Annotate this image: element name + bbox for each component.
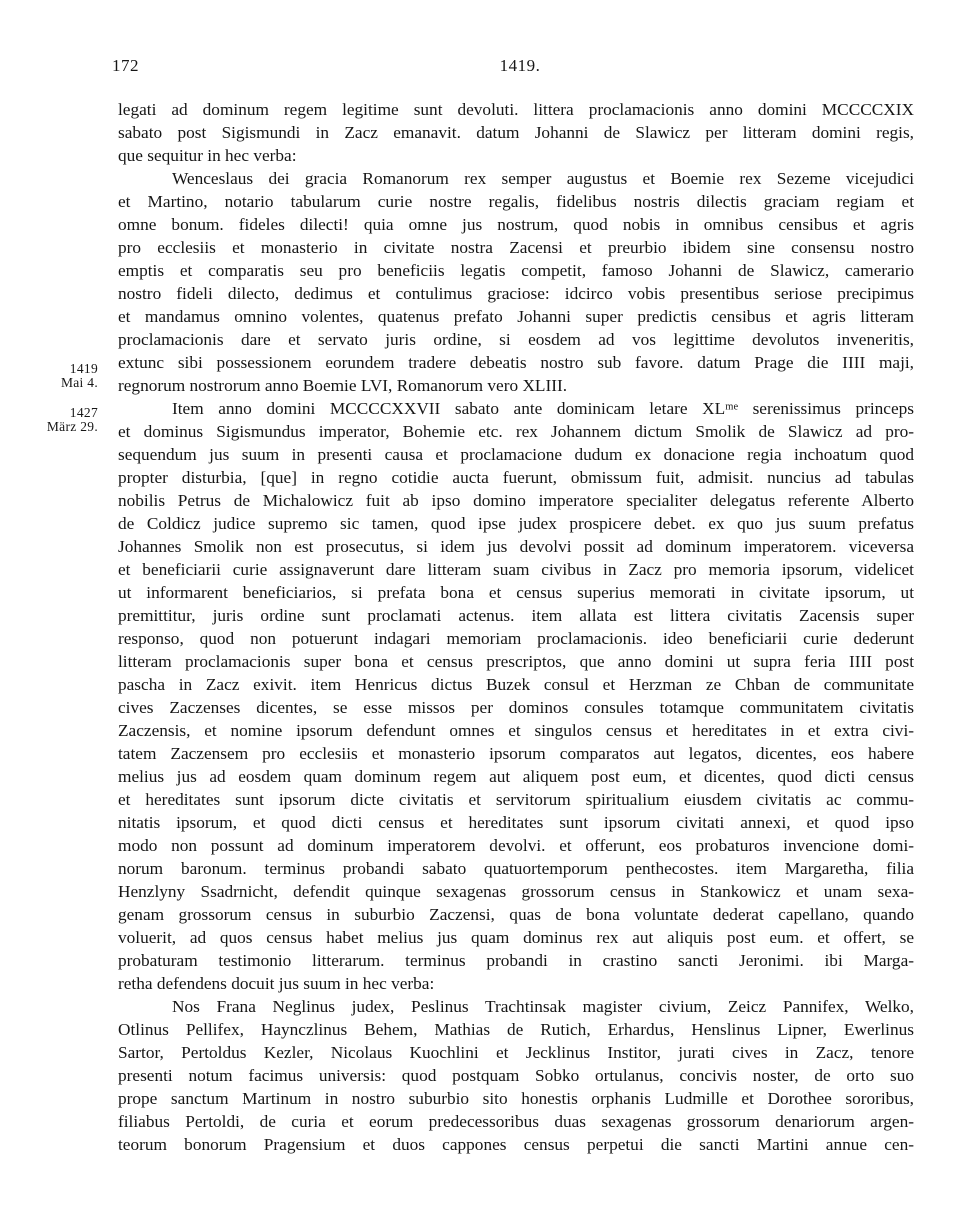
text-line: et hereditates sunt ipsorum dicte civitatis et servitorum spiritualium eiusdem civitatis ac commu- bbox=[118, 790, 914, 809]
text-line: Otlinus Pellifex, Haynczlinus Behem, Mathias de Rutich, Erhardus, Henslinus Lipner, Ewerlinus bbox=[118, 1020, 914, 1039]
text-line: presenti notum facimus universis: quod postquam Sobko ortulanus, concivis noster, de orto suo bbox=[118, 1066, 914, 1085]
text-line: proclamacionis dare et servato juris ordine, si eosdem ad vos legittime devolutos inveneritis, bbox=[118, 330, 914, 349]
running-head: 1419. bbox=[499, 56, 541, 75]
margin-note-year: 1419 bbox=[69, 361, 98, 376]
text-line: Henzlyny Ssadrnicht, defendit quinque sexagenas grossorum census in Stankowicz et unam sexa- bbox=[118, 882, 914, 901]
text-line: sabato post Sigismundi in Zacz emanavit. datum Johanni de Slawicz per litteram domini regis, bbox=[118, 123, 914, 142]
page-number: 172 bbox=[112, 56, 139, 75]
text-line: et Martino, notario tabularum curie nostre regalis, fidelibus nostris dilectis graciam regiam et bbox=[118, 192, 914, 211]
margin-note-year: 1427 bbox=[69, 405, 98, 420]
text-line: emptis et comparatis seu pro beneficiis legatis competit, famoso Johanni de Slawicz, camerario bbox=[118, 261, 914, 280]
text-line: sequendum jus suum in presenti causa et proclamacione dudum ex donacione regia inchoatum quod bbox=[118, 445, 914, 464]
margin-note-date: Mai 4. bbox=[60, 375, 98, 390]
text-line: Nos Frana Neglinus judex, Peslinus Trachtinsak magister civium, Zeicz Pannifex, Welko, bbox=[172, 997, 914, 1016]
text-line: Sartor, Pertoldus Kezler, Nicolaus Kuochlini et Jecklinus Institor, jurati cives in Zacz, tenore bbox=[118, 1043, 914, 1062]
text-line: litteram proclamacionis super bona et census prescriptos, que anno domini ut supra feria IIII post bbox=[118, 652, 914, 671]
margin-note-1419 bbox=[28, 362, 98, 390]
text-line: extunc sibi possessionem eorundem tradere debeatis nostro sub favore. datum Prage die IIII maji, bbox=[118, 353, 914, 372]
text-line: propter disturbia, [que] in regno cotidie aucta fuerunt, obmissum fuit, admisit. nuncius ad tabulas bbox=[118, 468, 914, 487]
text-line: pascha in Zacz exivit. item Henricus dictus Buzek consul et Herzman ze Chban de communitate bbox=[118, 675, 914, 694]
text-line: probaturam testimonio litterarum. terminus probandi in crastino sancti Jeronimi. ibi Marga- bbox=[118, 951, 914, 970]
text-line: Zaczensis, et nomine ipsorum defendunt omnes et singulos census et hereditates in et extra civi- bbox=[118, 721, 914, 740]
text-line: modo non possunt ad dominum imperatorem devolvi. et offerunt, eos probaturos invencione domi- bbox=[118, 836, 914, 855]
text-line: ut informarent beneficiarios, si prefata bona et census superius memorati in civitate ipsorum, ut bbox=[118, 583, 914, 602]
text-line: que sequitur in hec verba: bbox=[118, 146, 297, 165]
text-line: norum baronum. terminus probandi sabato quatuortemporum penthecostes. item Margaretha, filia bbox=[118, 859, 914, 878]
text-line: cives Zaczenses dicentes, se esse missos per dominos consules totamque communitatem civitatis bbox=[118, 698, 914, 717]
margin-note-date: März 29. bbox=[46, 419, 98, 434]
text-line: premittitur, juris ordine sunt proclamati actenus. item allata est littera civitatis Zacensis super bbox=[118, 606, 914, 625]
text-line: Johannes Smolik non est prosecutus, si idem jus devolvi possit ad dominum imperatorem. viceversa bbox=[118, 537, 914, 556]
text-line: et beneficiarii curie assignaverunt dare litteram suam civibus in Zacz pro memoria ipsorum, videlicet bbox=[118, 560, 914, 579]
text-line: nostro fideli dilecto, dedimus et contulimus graciose: idcirco vobis presentibus seriose precipimus bbox=[118, 284, 914, 303]
text-line: teorum bonorum Pragensium et duos cappones census perpetui die sancti Martini annue cen- bbox=[118, 1135, 914, 1154]
text-line: de Coldicz judice supremo sic tamen, quod ipse judex prospicere debet. ex quo jus suum prefatus bbox=[118, 514, 914, 533]
text-line: regnorum nostrorum anno Boemie LVI, Romanorum vero XLIII. bbox=[118, 376, 568, 395]
text-line: pro ecclesiis et monasterio in civitate nostra Zacensi et preurbio ibidem sine consensu nostro bbox=[118, 238, 914, 257]
body-text bbox=[118, 98, 914, 1156]
text-line: et dominus Sigismundus imperator, Bohemie etc. rex Johannem dictum Smolik de Slawicz ad pro- bbox=[118, 422, 914, 441]
margin-note-1427 bbox=[28, 406, 98, 434]
text-line: melius jus ad eosdem quam dominum regem aut aliquem post eum, et dicentes, quod dicti census bbox=[118, 767, 914, 786]
text-line: legati ad dominum regem legitime sunt devoluti. littera proclamacionis anno domini MCCCCXIX bbox=[118, 100, 914, 119]
text-line: retha defendens docuit jus suum in hec verba: bbox=[118, 974, 435, 993]
text-line: genam grossorum census in suburbio Zaczensi, quas de bona voluntate dederat capellano, quando bbox=[118, 905, 914, 924]
text-line: omne bonum. fideles dilecti! quia omne jus nostrum, quod nobis in omnibus censibus et agris bbox=[118, 215, 914, 234]
text-line: tatem Zaczensem pro ecclesiis et monasterio ipsorum comparatos aut legatos, dicentes, eos habere bbox=[118, 744, 914, 763]
text-line: et mandamus omnino volentes, quatenus prefato Johanni super predictis censibus et agris litteram bbox=[118, 307, 914, 326]
text-line: nitatis ipsorum, et quod dicti census et hereditates sunt ipsorum civitati annexi, et quod ipso bbox=[118, 813, 914, 832]
text-line: responso, quod non potuerunt indagari memoriam proclamacionis. ideo beneficiarii curie dederunt bbox=[118, 629, 914, 648]
text-line: Wenceslaus dei gracia Romanorum rex semper augustus et Boemie rex Sezeme vicejudici bbox=[172, 169, 914, 188]
text-line: nobilis Petrus de Michalowicz fuit ab ipso domino imperatore specialiter delegatus referente Alberto bbox=[118, 491, 914, 510]
text-line: voluerit, ad quos census habet melius jus quam dominus rex aut aliquis post eum. et offert, se bbox=[118, 928, 914, 947]
text-line: filiabus Pertoldi, de curia et eorum predecessoribus duas sexagenas grossorum denariorum argen- bbox=[118, 1112, 914, 1131]
text-line: Item anno domini MCCCCXXVII sabato ante dominicam letare XLᵐᵉ serenissimus princeps bbox=[172, 399, 914, 418]
text-line: prope sanctum Martinum in nostro suburbio sito honestis orphanis Ludmille et Dorothee sororibus, bbox=[118, 1089, 914, 1108]
